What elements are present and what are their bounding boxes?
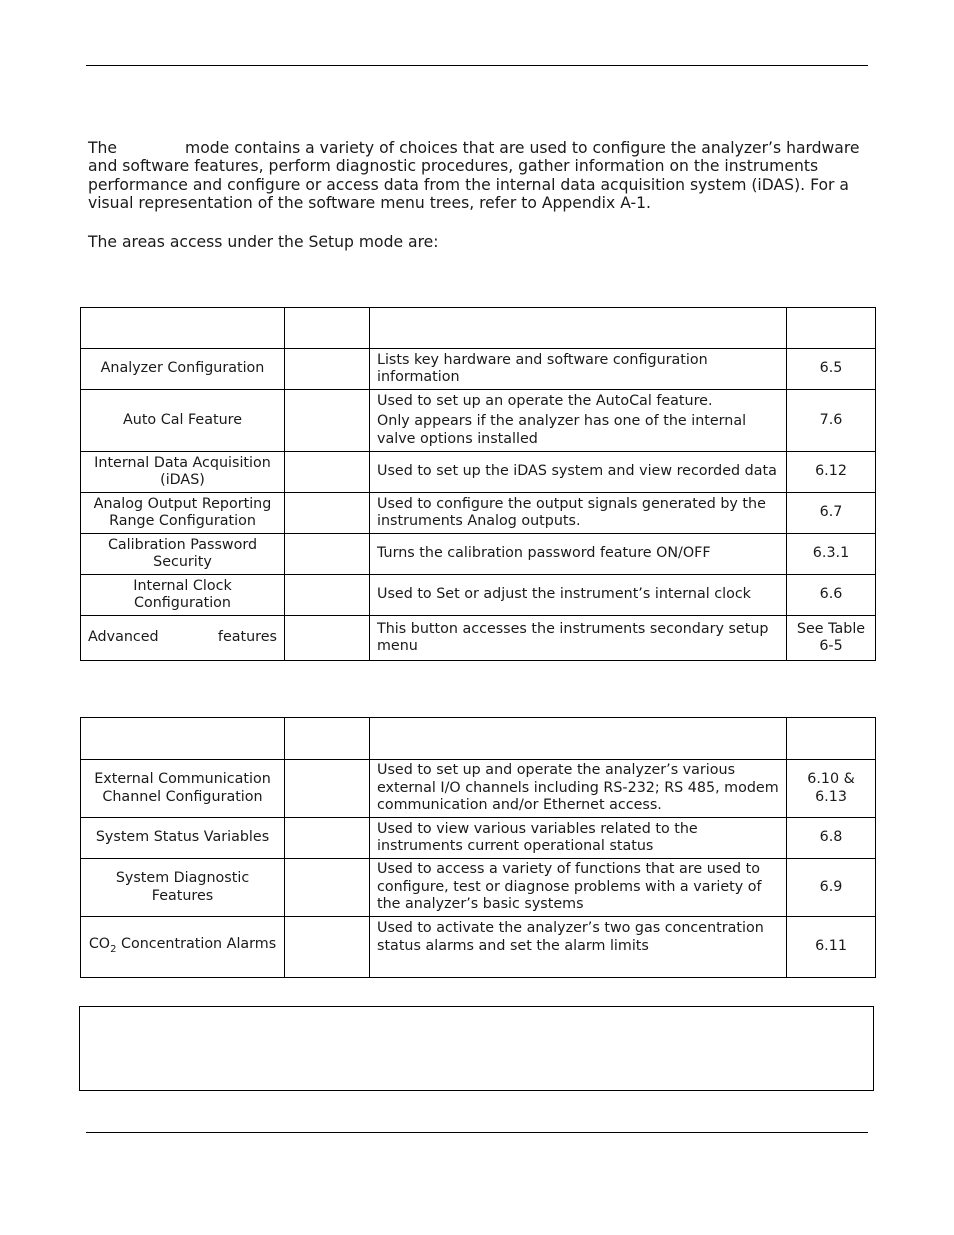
description-cell: [370, 616, 787, 661]
table-row: [81, 390, 876, 452]
reference-cell: 6.3.1: [787, 534, 876, 575]
header-cell-description: [370, 718, 787, 760]
description-text: Used to Set or adjust the instrument’s internal clock: [377, 586, 751, 603]
reference-cell: 6.10 & 6.13: [787, 760, 876, 818]
table-header-row: [81, 308, 876, 349]
area-cell-advanced: [81, 616, 285, 661]
description-text: Used to configure the output signals generated by the instruments Analog outputs.: [377, 495, 766, 529]
description-cell: [370, 760, 787, 818]
button-cell: [285, 859, 370, 917]
header-cell-button: [285, 718, 370, 760]
co2-subscript: 2: [110, 943, 117, 955]
button-cell: [285, 818, 370, 859]
description-cell: [370, 534, 787, 575]
table-row: [81, 859, 876, 917]
table-row-advanced: [81, 616, 876, 661]
features-label: features: [217, 629, 277, 646]
co2-prefix: CO: [88, 935, 111, 952]
table-row: [81, 818, 876, 859]
description-cell: [370, 859, 787, 917]
description-cell: [370, 493, 787, 534]
setup-table-2: [80, 717, 876, 978]
description-text: Used to access a variety of functions that are used to configure, test or diagnose problems with a variety of the analyzer’s basic systems: [377, 861, 762, 913]
header-cell-description: [370, 308, 787, 349]
reference-cell: 6.5: [787, 349, 876, 390]
button-cell: [285, 917, 370, 978]
reference-cell: 6.7: [787, 493, 876, 534]
header-cell-area: [81, 308, 285, 349]
button-cell: [285, 534, 370, 575]
intro-line1: mode contains a variety of choices that are used to configure the analyzer’s hardware: [185, 139, 860, 157]
description-cell: [370, 390, 787, 452]
co2-suffix: Concentration Alarms: [116, 935, 277, 952]
area-cell: Analog Output Reporting Range Configuration: [81, 493, 285, 534]
area-cell: External Communication Channel Configuration: [81, 760, 285, 818]
table-header-row: [81, 718, 876, 760]
intro-paragraph: [88, 139, 868, 213]
description-text: Turns the calibration password feature ON/OFF: [377, 545, 711, 562]
setup-table-1: [80, 307, 876, 661]
header-rule: [86, 65, 868, 66]
table-row-co2: [81, 917, 876, 978]
intro-line4: visual representation of the software menu trees, refer to Appendix A-1.: [88, 194, 652, 213]
reference-cell: 7.6: [787, 390, 876, 452]
footer-rule: [86, 1132, 868, 1133]
description-cell: [370, 575, 787, 616]
intro-line2: and software features, perform diagnostic procedures, gather information on the instruments: [88, 157, 819, 176]
button-cell: [285, 349, 370, 390]
area-cell-co2: [81, 917, 285, 978]
reference-cell: See Table 6-5: [787, 616, 876, 661]
table-row: [81, 452, 876, 493]
area-cell: Calibration Password Security: [81, 534, 285, 575]
description-cell: [370, 452, 787, 493]
description-cell: [370, 917, 787, 978]
description-text: Used to set up the iDAS system and view recorded data: [377, 463, 777, 480]
header-cell-reference: [787, 308, 876, 349]
area-cell: Auto Cal Feature: [81, 390, 285, 452]
area-cell: Analyzer Configuration: [81, 349, 285, 390]
area-cell: System Status Variables: [81, 818, 285, 859]
reference-cell: 6.6: [787, 575, 876, 616]
header-cell-area: [81, 718, 285, 760]
description-text: This button accesses the instruments secondary setup menu: [377, 620, 769, 654]
area-cell: System Diagnostic Features: [81, 859, 285, 917]
reference-cell: 6.9: [787, 859, 876, 917]
note-box: [79, 1006, 874, 1091]
intro-prefix: The: [88, 139, 118, 157]
reference-cell: 6.12: [787, 452, 876, 493]
description-text: Used to set up and operate the analyzer’s various external I/O channels including RS-232; RS 485, modem communication and/or Ethernet access.: [377, 762, 779, 814]
header-cell-reference: [787, 718, 876, 760]
areas-intro: The areas access under the Setup mode are:: [88, 233, 439, 251]
advanced-label: Advanced: [88, 629, 159, 646]
reference-cell: 6.11: [787, 917, 876, 978]
description-text: Lists key hardware and software configuration information: [377, 351, 708, 385]
button-cell: [285, 760, 370, 818]
area-cell: Internal Data Acquisition (iDAS): [81, 452, 285, 493]
description-text: Used to activate the analyzer’s two gas concentration status alarms and set the alarm limits: [377, 920, 764, 954]
table-row: [81, 575, 876, 616]
description-text: Only appears if the analyzer has one of the internal valve options installed: [377, 413, 747, 447]
table-row: [81, 534, 876, 575]
description-text: Used to set up an operate the AutoCal feature.: [377, 392, 713, 409]
button-cell: [285, 493, 370, 534]
button-cell: [285, 390, 370, 452]
area-cell: Internal Clock Configuration: [81, 575, 285, 616]
description-text: Used to view various variables related to the instruments current operational status: [377, 820, 698, 854]
intro-line3: performance and configure or access data from the internal data acquisition system (iDAS). For a: [88, 175, 849, 194]
header-cell-button: [285, 308, 370, 349]
description-cell: [370, 349, 787, 390]
button-cell: [285, 452, 370, 493]
reference-cell: 6.8: [787, 818, 876, 859]
table-row: [81, 493, 876, 534]
button-cell: [285, 616, 370, 661]
table-row: [81, 349, 876, 390]
table-row: [81, 760, 876, 818]
description-cell: [370, 818, 787, 859]
button-cell: [285, 575, 370, 616]
